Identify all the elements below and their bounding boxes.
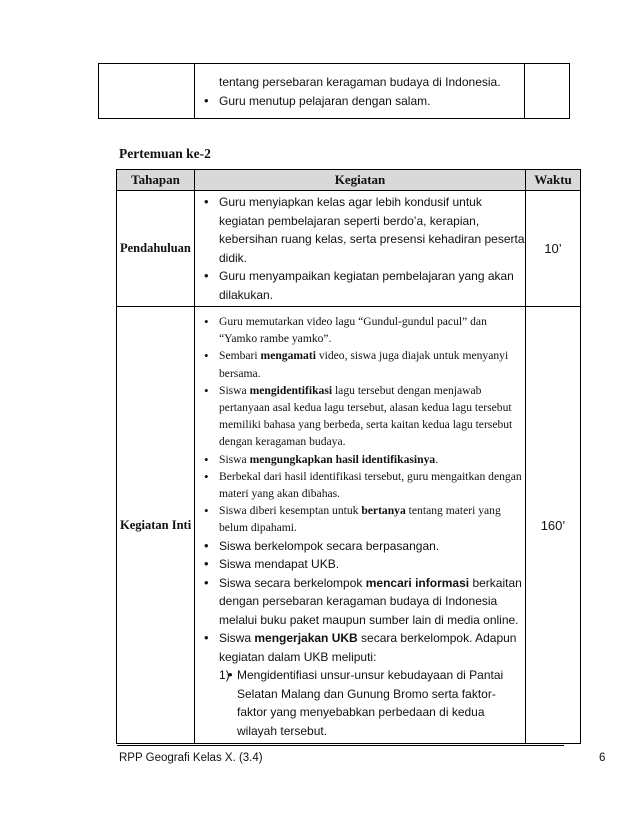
header-activity: Kegiatan bbox=[195, 170, 526, 191]
numbered-list bbox=[219, 666, 525, 740]
activity-cell bbox=[195, 191, 526, 307]
table-row bbox=[99, 64, 570, 119]
bullet-list bbox=[195, 92, 524, 111]
header-phase: Tahapan bbox=[117, 170, 195, 191]
bullet-list bbox=[195, 537, 525, 741]
activity-cell bbox=[195, 64, 525, 119]
list-item: • Siswa mengerjakan UKB secara berkelompok. Adapun kegiatan dalam UKB meliputi: • 1) Mengidentifiasi unsur-unsur kebudayaan di Pantai Selatan Malang dan Gunung Bromo serta faktor-faktor yang menyebabkan perbedaan di kedua wilayah tersebut. bbox=[195, 629, 525, 740]
list-item: • Guru menyiapkan kelas agar lebih kondusif untuk kegiatan pembelajaran seperti berdo’a, kerapian, kebersihan ruang kelas, serta presensi kehadiran peserta didik. bbox=[195, 193, 525, 267]
activity-cell bbox=[195, 307, 526, 744]
header-time: Waktu bbox=[526, 170, 581, 191]
phase-cell: Kegiatan Inti bbox=[117, 307, 195, 744]
continued-table bbox=[98, 63, 570, 119]
time-cell: 10’ bbox=[526, 191, 581, 307]
header-row bbox=[117, 170, 581, 191]
list-item: • Siswa secara berkelompok mencari informasi berkaitan dengan persebaran keragaman budaya di Indonesia melalui buku paket maupun sumber lain di media online. bbox=[195, 574, 525, 630]
footer-divider bbox=[117, 745, 564, 746]
time-cell: 160’ bbox=[526, 307, 581, 744]
bullet-list bbox=[195, 307, 525, 537]
empty-cell bbox=[525, 64, 570, 119]
table-row-inti bbox=[117, 307, 581, 744]
section-heading: Pertemuan ke-2 bbox=[119, 146, 211, 161]
phase-cell: Pendahuluan bbox=[117, 191, 195, 307]
numbered-item: • 1) Mengidentifiasi unsur-unsur kebudayaan di Pantai Selatan Malang dan Gunung Bromo serta faktor-faktor yang menyebabkan perbedaan di kedua wilayah tersebut. bbox=[219, 666, 525, 740]
empty-cell bbox=[99, 64, 195, 119]
list-item: • Siswa mendapat UKB. bbox=[195, 555, 525, 574]
list-item: • Siswa berkelompok secara berpasangan. bbox=[195, 537, 525, 556]
list-item: • Sembari mengamati video, siswa juga diajak untuk menyanyi bersama. bbox=[195, 347, 525, 381]
list-item: • Guru memutarkan video lagu “Gundul-gundul pacul” dan “Yamko rambe yamko”. bbox=[195, 313, 525, 347]
activity-table bbox=[116, 169, 581, 744]
list-item: • Siswa diberi kesemptan untuk bertanya tentang materi yang belum dipahami. bbox=[195, 502, 525, 536]
list-item: • Berbekal dari hasil identifikasi tersebut, guru mengaitkan dengan materi yang akan dibahas. bbox=[195, 468, 525, 502]
list-item: tentang persebaran keragaman budaya di Indonesia. bbox=[219, 75, 501, 89]
list-item: • Siswa mengidentifikasi lagu tersebut dengan menjawab pertanyaan asal kedua lagu tersebut, alasan kedua lagu tersebut memiliki bahasa yang berbeda, serta kaitan kedua lagu tersebut dengan keragaman budaya. bbox=[195, 382, 525, 451]
list-item: • Siswa mengungkapkan hasil identifikasinya. bbox=[195, 451, 525, 468]
table-row-pendahuluan bbox=[117, 191, 581, 307]
page-number: 6 bbox=[599, 752, 606, 764]
footer-title: RPP Geografi Kelas X. (3.4) bbox=[119, 752, 263, 764]
list-item: • Guru menyampaikan kegiatan pembelajaran yang akan dilakukan. bbox=[195, 267, 525, 304]
bullet-list bbox=[195, 191, 525, 306]
list-item: • Guru menutup pelajaran dengan salam. bbox=[195, 92, 524, 111]
